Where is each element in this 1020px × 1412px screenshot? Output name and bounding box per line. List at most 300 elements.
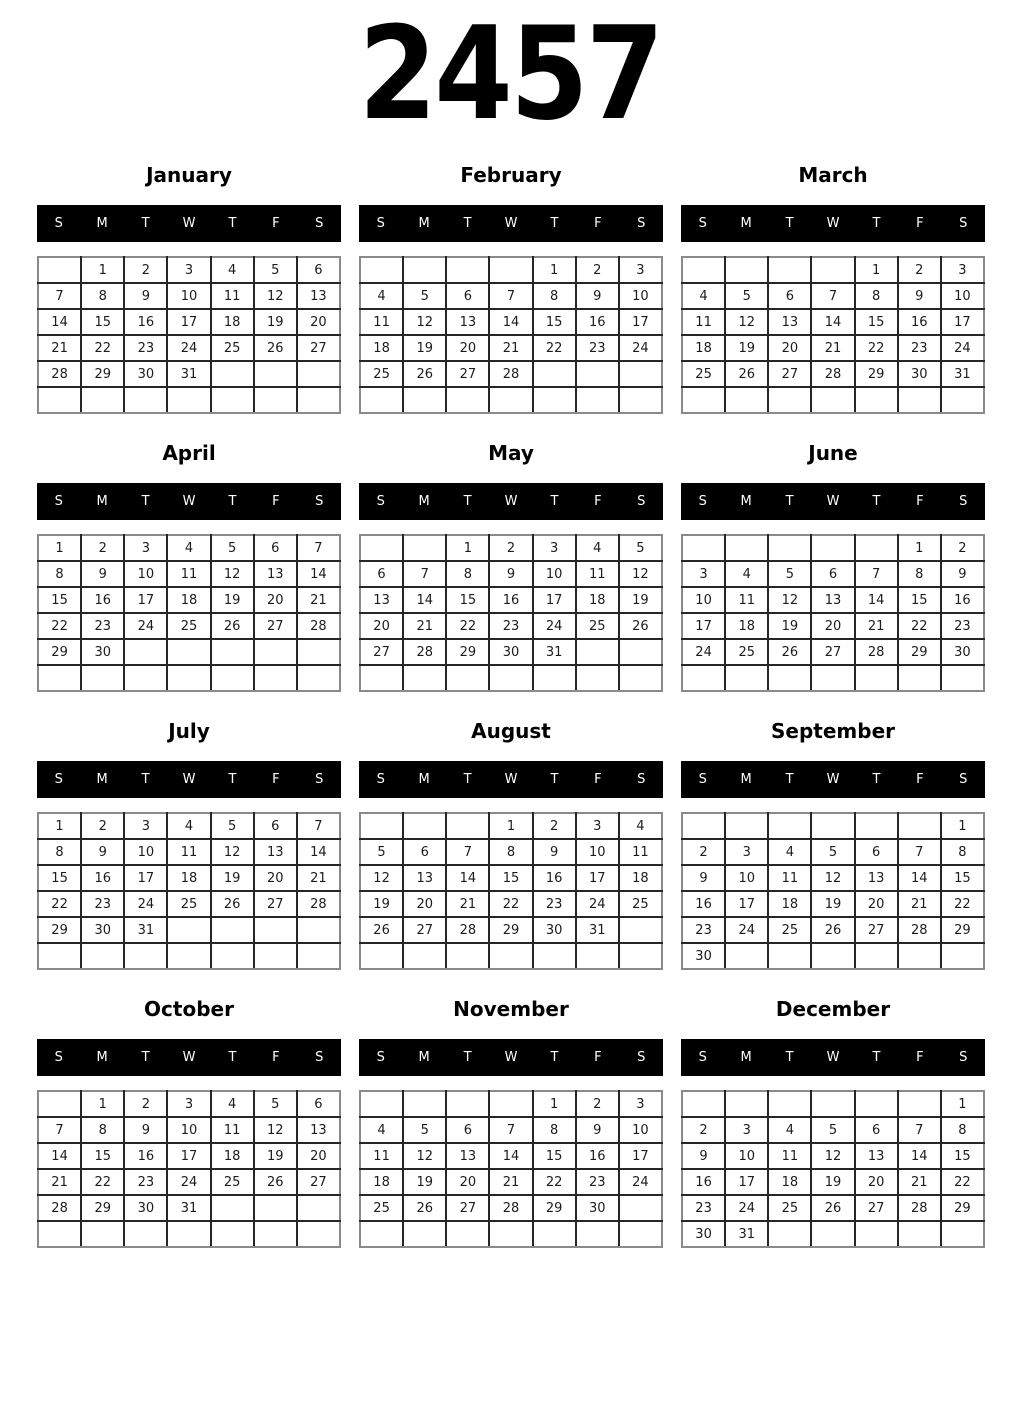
weekday-label: W	[182, 494, 196, 509]
date-cell: 8	[446, 561, 489, 587]
weekday-label: S	[959, 772, 968, 787]
week-row	[360, 1143, 662, 1169]
date-cell: 5	[725, 283, 768, 309]
empty-cell	[941, 943, 984, 969]
date-cell: 22	[38, 613, 81, 639]
empty-cell	[576, 943, 619, 969]
empty-cell	[360, 665, 403, 691]
date-cell: 23	[576, 335, 619, 361]
empty-cell	[682, 387, 725, 413]
date-cell: 19	[811, 1169, 854, 1195]
weekday-label: M	[740, 216, 752, 231]
date-cell: 26	[403, 361, 446, 387]
date-cell: 25	[768, 917, 811, 943]
date-cell: 14	[489, 309, 532, 335]
week-row	[360, 665, 662, 691]
date-cell: 27	[855, 917, 898, 943]
month-block	[359, 440, 663, 718]
empty-cell	[446, 1221, 489, 1247]
weekday-label: S	[959, 494, 968, 509]
date-cell: 25	[360, 361, 403, 387]
date-cell: 7	[38, 1117, 81, 1143]
date-cell: 18	[360, 1169, 403, 1195]
empty-cell	[254, 1221, 297, 1247]
empty-cell	[124, 943, 167, 969]
weekday-label: F	[594, 216, 602, 231]
weekday-header	[681, 483, 985, 520]
date-grid	[359, 1090, 663, 1248]
weekday-label: S	[637, 494, 646, 509]
empty-cell	[768, 1091, 811, 1117]
date-cell: 31	[576, 917, 619, 943]
month-block	[681, 718, 985, 996]
date-cell: 16	[81, 587, 124, 613]
empty-cell	[533, 387, 576, 413]
weekday-label: T	[872, 216, 881, 231]
date-cell: 20	[855, 1169, 898, 1195]
date-cell: 3	[619, 257, 662, 283]
week-row	[682, 865, 984, 891]
weekday-header	[359, 483, 663, 520]
date-cell: 6	[768, 283, 811, 309]
week-row	[682, 361, 984, 387]
week-row	[38, 1117, 340, 1143]
date-cell: 8	[38, 561, 81, 587]
date-cell: 6	[254, 535, 297, 561]
date-cell: 9	[682, 865, 725, 891]
weekday-label: S	[315, 494, 324, 509]
weekday-header	[37, 1039, 341, 1076]
weekday-label: S	[698, 772, 707, 787]
date-cell: 16	[81, 865, 124, 891]
week-row	[360, 335, 662, 361]
date-cell: 14	[297, 839, 340, 865]
date-cell: 4	[576, 535, 619, 561]
date-grid	[359, 256, 663, 414]
weekday-label: M	[740, 1050, 752, 1065]
weekday-label: T	[785, 1050, 794, 1065]
date-cell: 10	[619, 283, 662, 309]
date-grid	[681, 1090, 985, 1248]
date-cell: 16	[576, 1143, 619, 1169]
weekday-label: W	[826, 216, 840, 231]
empty-cell	[489, 943, 532, 969]
month-title: August	[471, 719, 551, 743]
date-cell: 7	[403, 561, 446, 587]
empty-cell	[403, 665, 446, 691]
date-cell: 7	[855, 561, 898, 587]
empty-cell	[446, 257, 489, 283]
empty-cell	[167, 665, 210, 691]
empty-cell	[898, 665, 941, 691]
weekday-label: F	[916, 1050, 924, 1065]
month-block	[359, 718, 663, 996]
date-cell: 4	[167, 535, 210, 561]
date-cell: 13	[403, 865, 446, 891]
weekday-label: T	[141, 216, 150, 231]
date-cell: 12	[619, 561, 662, 587]
empty-cell	[81, 943, 124, 969]
date-cell: 19	[211, 587, 254, 613]
date-cell: 10	[124, 561, 167, 587]
empty-cell	[211, 943, 254, 969]
date-cell: 23	[81, 891, 124, 917]
week-row	[682, 335, 984, 361]
date-cell: 4	[725, 561, 768, 587]
empty-cell	[254, 361, 297, 387]
date-cell: 30	[898, 361, 941, 387]
date-cell: 13	[855, 1143, 898, 1169]
date-cell: 14	[898, 865, 941, 891]
date-cell: 17	[167, 309, 210, 335]
empty-cell	[167, 1221, 210, 1247]
date-cell: 19	[725, 335, 768, 361]
empty-cell	[725, 943, 768, 969]
empty-cell	[768, 387, 811, 413]
month-title: June	[808, 441, 858, 465]
empty-cell	[855, 813, 898, 839]
date-cell: 4	[360, 283, 403, 309]
date-grid	[681, 534, 985, 692]
weekday-label: W	[182, 216, 196, 231]
date-cell: 31	[167, 1195, 210, 1221]
date-cell: 22	[489, 891, 532, 917]
empty-cell	[403, 387, 446, 413]
empty-cell	[124, 639, 167, 665]
date-cell: 22	[81, 335, 124, 361]
date-cell: 2	[124, 257, 167, 283]
date-cell: 15	[38, 865, 81, 891]
date-cell: 8	[855, 283, 898, 309]
empty-cell	[38, 665, 81, 691]
date-cell: 30	[682, 943, 725, 969]
date-cell: 19	[619, 587, 662, 613]
week-row	[38, 587, 340, 613]
weekday-label: M	[418, 772, 430, 787]
weekday-label: T	[785, 772, 794, 787]
date-cell: 17	[533, 587, 576, 613]
empty-cell	[855, 1221, 898, 1247]
date-cell: 8	[81, 283, 124, 309]
date-cell: 11	[211, 283, 254, 309]
date-cell: 19	[403, 335, 446, 361]
date-cell: 17	[576, 865, 619, 891]
weekday-label: F	[272, 216, 280, 231]
empty-cell	[489, 1091, 532, 1117]
weekday-label: W	[826, 494, 840, 509]
date-cell: 14	[38, 1143, 81, 1169]
week-row	[682, 587, 984, 613]
date-cell: 6	[446, 1117, 489, 1143]
empty-cell	[682, 257, 725, 283]
date-cell: 6	[446, 283, 489, 309]
date-cell: 28	[446, 917, 489, 943]
date-cell: 25	[211, 1169, 254, 1195]
date-cell: 4	[211, 1091, 254, 1117]
week-row	[360, 1169, 662, 1195]
date-cell: 18	[167, 587, 210, 613]
weekday-label: T	[550, 216, 559, 231]
date-cell: 30	[489, 639, 532, 665]
empty-cell	[38, 1221, 81, 1247]
empty-cell	[619, 387, 662, 413]
date-cell: 24	[682, 639, 725, 665]
date-cell: 13	[360, 587, 403, 613]
week-row	[360, 943, 662, 969]
week-row	[360, 813, 662, 839]
weekday-label: S	[315, 216, 324, 231]
date-cell: 26	[811, 1195, 854, 1221]
date-cell: 21	[811, 335, 854, 361]
date-cell: 12	[725, 309, 768, 335]
date-cell: 29	[38, 917, 81, 943]
month-block	[681, 440, 985, 718]
date-cell: 29	[941, 1195, 984, 1221]
empty-cell	[898, 1221, 941, 1247]
weekday-label: T	[228, 1050, 237, 1065]
month-title: April	[162, 441, 216, 465]
date-cell: 13	[811, 587, 854, 613]
weekday-label: T	[141, 494, 150, 509]
date-cell: 28	[855, 639, 898, 665]
date-cell: 2	[81, 813, 124, 839]
empty-cell	[360, 813, 403, 839]
date-cell: 28	[297, 891, 340, 917]
date-cell: 26	[725, 361, 768, 387]
weekday-header	[37, 483, 341, 520]
date-cell: 27	[360, 639, 403, 665]
empty-cell	[211, 639, 254, 665]
date-cell: 26	[254, 1169, 297, 1195]
date-cell: 13	[254, 839, 297, 865]
date-cell: 6	[855, 839, 898, 865]
weekday-header	[681, 1039, 985, 1076]
empty-cell	[211, 665, 254, 691]
date-cell: 16	[682, 1169, 725, 1195]
date-cell: 5	[768, 561, 811, 587]
weekday-label: M	[96, 772, 108, 787]
date-cell: 3	[533, 535, 576, 561]
weekday-label: T	[463, 216, 472, 231]
date-cell: 19	[768, 613, 811, 639]
week-row	[360, 587, 662, 613]
date-cell: 5	[211, 813, 254, 839]
date-cell: 8	[941, 1117, 984, 1143]
date-cell: 3	[167, 1091, 210, 1117]
empty-cell	[211, 361, 254, 387]
weekday-label: M	[418, 1050, 430, 1065]
date-cell: 19	[811, 891, 854, 917]
date-cell: 12	[403, 1143, 446, 1169]
empty-cell	[533, 1221, 576, 1247]
week-row	[360, 891, 662, 917]
weekday-header	[681, 761, 985, 798]
empty-cell	[811, 665, 854, 691]
empty-cell	[297, 361, 340, 387]
empty-cell	[619, 665, 662, 691]
date-cell: 12	[811, 1143, 854, 1169]
date-cell: 7	[38, 283, 81, 309]
empty-cell	[360, 257, 403, 283]
empty-cell	[38, 1091, 81, 1117]
empty-cell	[489, 257, 532, 283]
weekday-label: S	[315, 772, 324, 787]
empty-cell	[533, 361, 576, 387]
empty-cell	[941, 665, 984, 691]
empty-cell	[297, 665, 340, 691]
date-cell: 6	[811, 561, 854, 587]
date-cell: 31	[725, 1221, 768, 1247]
week-row	[38, 1091, 340, 1117]
date-cell: 9	[533, 839, 576, 865]
date-cell: 9	[124, 1117, 167, 1143]
date-cell: 23	[682, 917, 725, 943]
date-cell: 21	[898, 1169, 941, 1195]
date-cell: 24	[725, 1195, 768, 1221]
date-cell: 22	[941, 1169, 984, 1195]
month-title: October	[144, 997, 234, 1021]
date-cell: 31	[124, 917, 167, 943]
date-cell: 18	[768, 1169, 811, 1195]
week-row	[360, 1195, 662, 1221]
empty-cell	[533, 665, 576, 691]
date-cell: 11	[360, 1143, 403, 1169]
weekday-label: T	[872, 772, 881, 787]
date-cell: 3	[167, 257, 210, 283]
empty-cell	[725, 257, 768, 283]
empty-cell	[576, 639, 619, 665]
date-cell: 22	[38, 891, 81, 917]
date-cell: 9	[576, 283, 619, 309]
empty-cell	[898, 943, 941, 969]
date-grid	[681, 256, 985, 414]
month-block	[37, 440, 341, 718]
empty-cell	[898, 387, 941, 413]
date-cell: 7	[446, 839, 489, 865]
empty-cell	[533, 943, 576, 969]
date-cell: 15	[855, 309, 898, 335]
empty-cell	[811, 257, 854, 283]
weekday-label: T	[785, 216, 794, 231]
empty-cell	[725, 535, 768, 561]
weekday-label: S	[315, 1050, 324, 1065]
week-row	[38, 309, 340, 335]
date-cell: 27	[446, 1195, 489, 1221]
date-cell: 9	[489, 561, 532, 587]
week-row	[38, 891, 340, 917]
weekday-label: W	[504, 1050, 518, 1065]
date-cell: 31	[941, 361, 984, 387]
empty-cell	[768, 943, 811, 969]
date-cell: 31	[167, 361, 210, 387]
date-cell: 1	[533, 257, 576, 283]
weekday-header	[37, 205, 341, 242]
week-row	[38, 839, 340, 865]
date-cell: 15	[489, 865, 532, 891]
week-row	[682, 561, 984, 587]
week-row	[38, 613, 340, 639]
date-cell: 23	[682, 1195, 725, 1221]
date-cell: 12	[403, 309, 446, 335]
date-cell: 30	[576, 1195, 619, 1221]
date-cell: 29	[898, 639, 941, 665]
date-cell: 14	[403, 587, 446, 613]
date-cell: 18	[682, 335, 725, 361]
week-row	[360, 561, 662, 587]
date-cell: 14	[489, 1143, 532, 1169]
date-cell: 14	[811, 309, 854, 335]
date-cell: 23	[124, 1169, 167, 1195]
date-cell: 1	[941, 1091, 984, 1117]
month-title: December	[775, 997, 891, 1021]
date-cell: 6	[403, 839, 446, 865]
date-cell: 6	[855, 1117, 898, 1143]
date-cell: 29	[81, 361, 124, 387]
date-cell: 10	[725, 865, 768, 891]
date-cell: 2	[124, 1091, 167, 1117]
year-text: 2457	[358, 0, 662, 149]
week-row	[682, 839, 984, 865]
weekday-label: T	[872, 494, 881, 509]
date-cell: 18	[576, 587, 619, 613]
week-row	[682, 1143, 984, 1169]
week-row	[360, 1091, 662, 1117]
date-cell: 1	[533, 1091, 576, 1117]
empty-cell	[124, 387, 167, 413]
date-cell: 26	[254, 335, 297, 361]
date-cell: 12	[254, 1117, 297, 1143]
date-cell: 2	[533, 813, 576, 839]
date-cell: 24	[725, 917, 768, 943]
weekday-label: F	[594, 1050, 602, 1065]
empty-cell	[167, 639, 210, 665]
week-row	[360, 839, 662, 865]
empty-cell	[489, 387, 532, 413]
date-cell: 8	[898, 561, 941, 587]
week-row	[682, 639, 984, 665]
empty-cell	[898, 1091, 941, 1117]
empty-cell	[360, 943, 403, 969]
date-cell: 29	[941, 917, 984, 943]
weekday-label: T	[872, 1050, 881, 1065]
date-cell: 15	[81, 309, 124, 335]
date-cell: 19	[254, 309, 297, 335]
date-cell: 22	[898, 613, 941, 639]
empty-cell	[403, 943, 446, 969]
weekday-label: T	[228, 216, 237, 231]
month-title: January	[146, 163, 232, 187]
empty-cell	[403, 813, 446, 839]
date-cell: 20	[811, 613, 854, 639]
date-cell: 30	[124, 361, 167, 387]
date-cell: 2	[682, 1117, 725, 1143]
date-cell: 27	[855, 1195, 898, 1221]
date-cell: 28	[403, 639, 446, 665]
date-grid	[681, 812, 985, 970]
date-cell: 28	[898, 1195, 941, 1221]
empty-cell	[211, 1195, 254, 1221]
date-cell: 27	[768, 361, 811, 387]
date-cell: 11	[768, 1143, 811, 1169]
weekday-header	[359, 1039, 663, 1076]
empty-cell	[682, 535, 725, 561]
date-cell: 3	[619, 1091, 662, 1117]
date-cell: 14	[855, 587, 898, 613]
date-cell: 8	[941, 839, 984, 865]
month-block	[359, 996, 663, 1274]
weekday-label: S	[637, 1050, 646, 1065]
week-row	[682, 917, 984, 943]
